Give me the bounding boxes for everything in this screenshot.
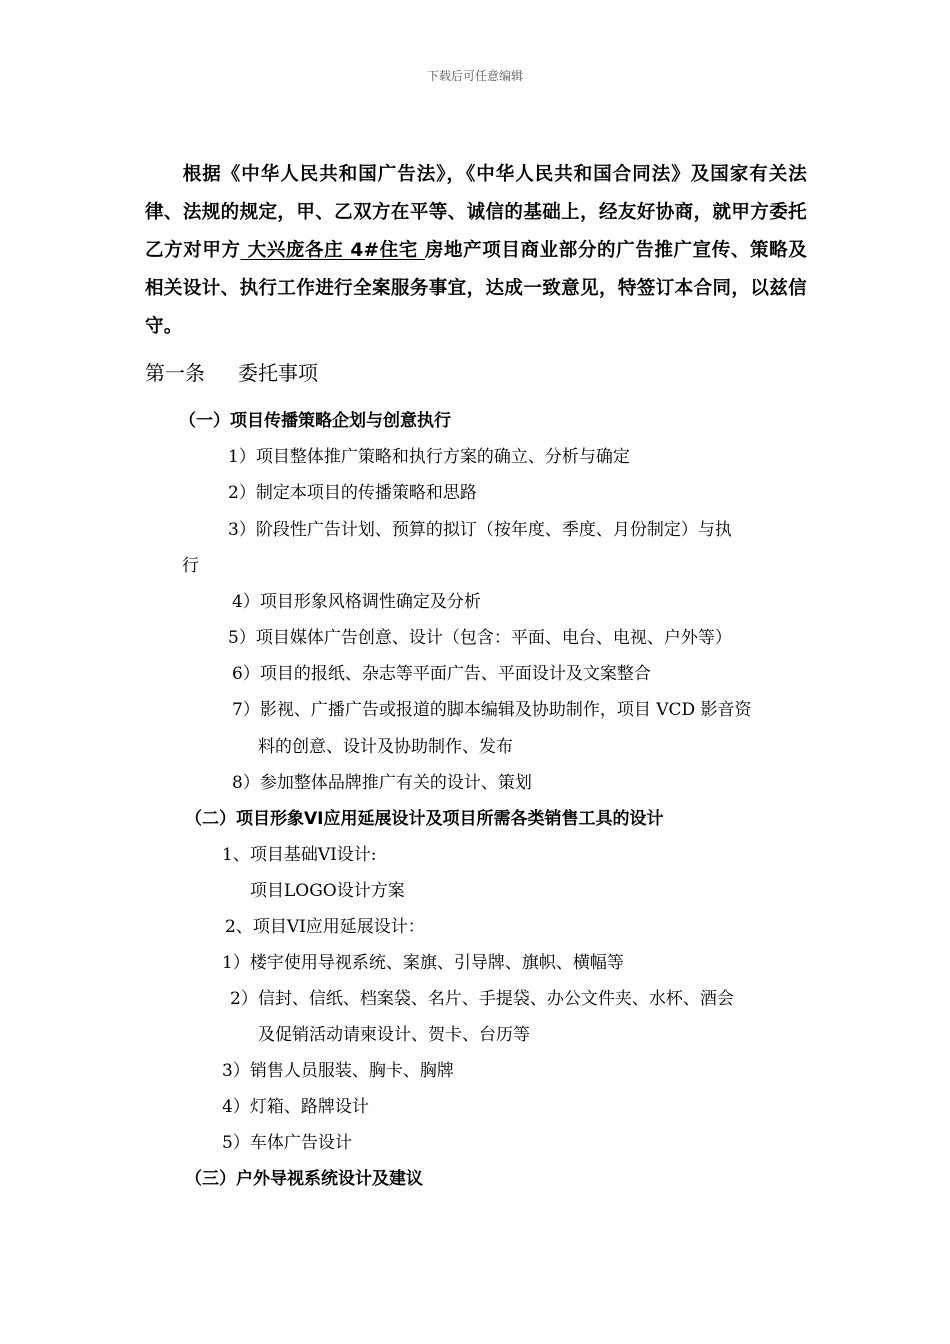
list-item-continuation: 行: [182, 556, 199, 576]
list-item-continuation: 料的创意、设计及协助制作、发布: [258, 737, 513, 757]
section-1-title: （一）项目传播策略企划与创意执行: [179, 411, 451, 431]
list-item: 5）车体广告设计: [222, 1133, 352, 1153]
article-title: 委托事项: [238, 361, 318, 385]
list-item: 2）信封、信纸、档案袋、名片、手提袋、办公文件夹、水杯、酒会: [230, 989, 734, 1009]
article-heading: [145, 355, 318, 391]
list-item-continuation: 及促销活动请柬设计、贺卡、台历等: [258, 1025, 530, 1045]
section-2-title: （二）项目形象VI应用延展设计及项目所需各类销售工具的设计: [185, 809, 664, 829]
list-item: 1）楼宇使用导视系统、案旗、引导牌、旗帜、横幅等: [222, 953, 624, 973]
intro-text-part2: 房地产项目商业部分的广告推广宣传、策略及相关设计、执行工作进行全案服务事宜，达成一致意见，特签订本合同，以兹信守。: [145, 240, 807, 337]
list-item: 1）项目整体推广策略和执行方案的确立、分析与确定: [228, 447, 630, 467]
list-item: 3）销售人员服装、胸卡、胸牌: [222, 1061, 454, 1081]
list-item: 5）项目媒体广告创意、设计（包含：平面、电台、电视、户外等）: [228, 628, 732, 648]
intro-text-part1: 根据《中华人民共和国广告法》，《中华人民共和国合同法》及国家有关法律、法规的规定，甲、乙双方在平等、诚信的基础上，经友好协商，就甲方委托乙方对甲方: [145, 164, 807, 261]
list-item: 2、项目VI应用延展设计：: [225, 917, 425, 937]
article-number: 第一条: [145, 361, 205, 385]
list-item: 7）影视、广播广告或报道的脚本编辑及协助制作，项目 VCD 影音资: [232, 700, 752, 720]
list-item: 4）项目形象风格调性确定及分析: [232, 592, 481, 612]
list-item: 8）参加整体品牌推广有关的设计、策划: [232, 773, 532, 793]
list-item: 6）项目的报纸、杂志等平面广告、平面设计及文案整合: [232, 664, 651, 684]
intro-paragraph: [145, 156, 807, 346]
list-item: 2）制定本项目的传播策略和思路: [228, 483, 477, 503]
list-item: 项目LOGO设计方案: [250, 881, 405, 901]
section-3-title: （三）户外导视系统设计及建议: [185, 1169, 423, 1189]
list-item: 4）灯箱、路牌设计: [222, 1097, 369, 1117]
page-header-note: 下载后可任意编辑: [426, 69, 523, 83]
list-item: 3）阶段性广告计划、预算的拟订（按年度、季度、月份制定）与执: [228, 520, 732, 540]
project-name: 大兴庞各庄 4#住宅: [240, 240, 425, 261]
list-item: 1、项目基础VI设计:: [222, 845, 377, 865]
